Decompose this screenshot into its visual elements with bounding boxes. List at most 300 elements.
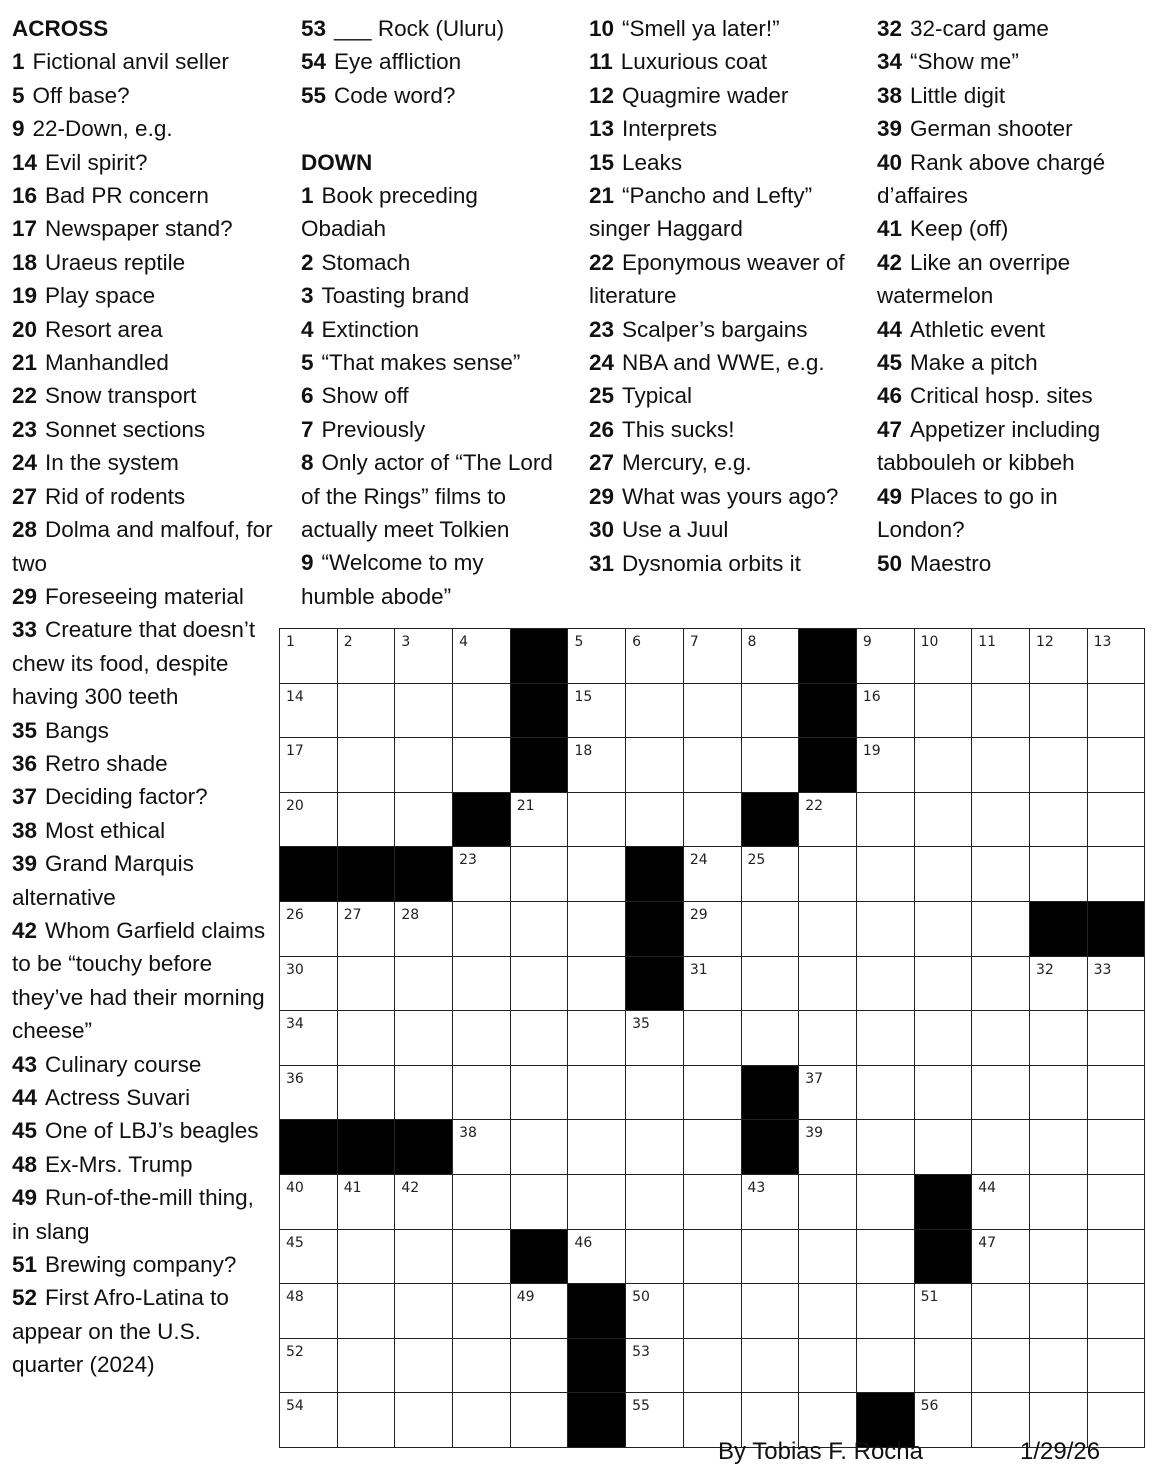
clue-number: 5: [12, 82, 25, 108]
grid-cell[interactable]: [683, 1284, 741, 1339]
clue-number: 54: [301, 49, 327, 75]
grid-cell[interactable]: [856, 1065, 914, 1120]
grid-cell[interactable]: [510, 1065, 568, 1120]
grid-cell[interactable]: [453, 1011, 511, 1066]
grid-cell[interactable]: [337, 683, 395, 738]
cell-number: 39: [805, 1125, 824, 1142]
grid-cell[interactable]: [914, 847, 972, 902]
grid-cell[interactable]: [280, 1065, 338, 1120]
grid-cell[interactable]: [914, 1338, 972, 1393]
clue-across-28[interactable]: [12, 513, 274, 580]
grid-cell[interactable]: [626, 1229, 684, 1284]
clue-across-48[interactable]: [12, 1148, 274, 1181]
grid-cell[interactable]: [1029, 956, 1087, 1011]
grid-cell[interactable]: [1087, 1065, 1145, 1120]
clue-across-43[interactable]: [12, 1048, 274, 1081]
grid-cell[interactable]: [1087, 847, 1145, 902]
clue-down-22[interactable]: [589, 246, 851, 313]
grid-cell[interactable]: [395, 1229, 453, 1284]
clue-down-15[interactable]: [589, 146, 851, 179]
grid-cell[interactable]: [395, 901, 453, 956]
grid-cell[interactable]: [453, 629, 511, 684]
grid-cell[interactable]: [1087, 1120, 1145, 1175]
grid-cell[interactable]: [453, 1393, 511, 1448]
grid-cell[interactable]: [337, 792, 395, 847]
grid-cell[interactable]: [395, 956, 453, 1011]
grid-cell[interactable]: [626, 1120, 684, 1175]
grid-cell[interactable]: [741, 1338, 799, 1393]
grid-cell[interactable]: [741, 629, 799, 684]
black-square: [568, 1393, 626, 1448]
grid-cell[interactable]: [280, 792, 338, 847]
clue-across-52[interactable]: [12, 1281, 274, 1381]
grid-cell[interactable]: [280, 629, 338, 684]
clue-number: 11: [589, 49, 613, 75]
grid-cell[interactable]: [626, 629, 684, 684]
grid-cell[interactable]: [741, 1229, 799, 1284]
grid-cell[interactable]: [510, 1338, 568, 1393]
grid-cell[interactable]: [395, 1284, 453, 1339]
grid-cell[interactable]: [568, 738, 626, 793]
grid-cell[interactable]: [1029, 683, 1087, 738]
grid-cell[interactable]: [1087, 738, 1145, 793]
grid-cell[interactable]: [510, 1284, 568, 1339]
grid-cell[interactable]: [741, 683, 799, 738]
grid-cell[interactable]: [626, 683, 684, 738]
clue-across-37[interactable]: [12, 780, 274, 813]
clue-down-25[interactable]: [589, 379, 851, 412]
grid-cell[interactable]: [1029, 792, 1087, 847]
grid-cell[interactable]: [280, 1011, 338, 1066]
grid-cell[interactable]: [972, 1120, 1030, 1175]
black-square: [626, 847, 684, 902]
grid-cell[interactable]: [683, 629, 741, 684]
grid-cell[interactable]: [683, 847, 741, 902]
grid-cell[interactable]: [510, 956, 568, 1011]
grid-cell[interactable]: [741, 1011, 799, 1066]
clue-number: 39: [877, 116, 903, 142]
grid-cell[interactable]: [337, 629, 395, 684]
clue-down-30[interactable]: [589, 513, 851, 546]
grid-cell[interactable]: [799, 1120, 857, 1175]
grid-cell[interactable]: [337, 1174, 395, 1229]
grid-cell[interactable]: [683, 1174, 741, 1229]
clue-down-27[interactable]: [589, 446, 851, 479]
grid-cell[interactable]: [683, 1229, 741, 1284]
clue-text: Code word?: [334, 82, 456, 108]
grid-cell[interactable]: [280, 1284, 338, 1339]
grid-cell[interactable]: [799, 1174, 857, 1229]
grid-cell[interactable]: [280, 738, 338, 793]
clue-down-47[interactable]: [877, 413, 1142, 480]
grid-cell[interactable]: [972, 1011, 1030, 1066]
grid-cell[interactable]: [280, 1229, 338, 1284]
cell-number: 51: [920, 1289, 939, 1306]
grid-cell[interactable]: [972, 683, 1030, 738]
clue-down-10[interactable]: [589, 12, 851, 45]
grid-cell[interactable]: [453, 738, 511, 793]
grid-cell[interactable]: [395, 1338, 453, 1393]
grid-cell[interactable]: [337, 1393, 395, 1448]
grid-cell[interactable]: [856, 956, 914, 1011]
grid-cell[interactable]: [1087, 683, 1145, 738]
grid-cell[interactable]: [453, 1174, 511, 1229]
clue-across-29[interactable]: [12, 580, 274, 613]
grid-cell[interactable]: [453, 1065, 511, 1120]
clue-across-21[interactable]: [12, 346, 274, 379]
grid-cell[interactable]: [972, 1284, 1030, 1339]
grid-cell[interactable]: [683, 1338, 741, 1393]
cell-number: 43: [747, 1179, 766, 1196]
clue-across-55[interactable]: [301, 79, 563, 112]
grid-cell[interactable]: [1029, 1229, 1087, 1284]
grid-cell[interactable]: [914, 901, 972, 956]
grid-cell[interactable]: [799, 1011, 857, 1066]
clue-across-36[interactable]: [12, 747, 274, 780]
grid-cell[interactable]: [280, 683, 338, 738]
grid-cell[interactable]: [972, 1338, 1030, 1393]
grid-cell[interactable]: [914, 1120, 972, 1175]
grid-cell[interactable]: [337, 1338, 395, 1393]
grid-cell[interactable]: [626, 792, 684, 847]
grid-cell[interactable]: [856, 847, 914, 902]
clue-across-1[interactable]: [12, 45, 274, 78]
grid-cell[interactable]: [799, 1338, 857, 1393]
grid-cell[interactable]: [799, 901, 857, 956]
grid-cell[interactable]: [799, 847, 857, 902]
clue-across-53[interactable]: [301, 12, 563, 45]
grid-cell[interactable]: [856, 1120, 914, 1175]
grid-cell[interactable]: [626, 1393, 684, 1448]
grid-cell[interactable]: [856, 1011, 914, 1066]
cell-number: 26: [286, 906, 304, 923]
grid-cell[interactable]: [395, 1174, 453, 1229]
grid-cell[interactable]: [280, 1393, 338, 1448]
grid-cell[interactable]: [741, 1284, 799, 1339]
clue-down-41[interactable]: [877, 212, 1142, 245]
grid-cell[interactable]: [568, 956, 626, 1011]
clue-down-13[interactable]: [589, 112, 851, 145]
grid-cell[interactable]: [453, 683, 511, 738]
cell-number: 25: [747, 852, 766, 869]
grid-cell[interactable]: [972, 629, 1030, 684]
grid-cell[interactable]: [1029, 629, 1087, 684]
grid-cell[interactable]: [1087, 1011, 1145, 1066]
grid-cell[interactable]: [1029, 1284, 1087, 1339]
grid-cell[interactable]: [1029, 1338, 1087, 1393]
grid-cell[interactable]: [683, 901, 741, 956]
grid-cell[interactable]: [626, 1338, 684, 1393]
clue-number: 27: [589, 450, 615, 476]
clue-down-40[interactable]: [877, 146, 1142, 213]
clue-number: 9: [301, 550, 314, 576]
clue-down-29[interactable]: [589, 480, 851, 513]
clue-down-32[interactable]: [877, 12, 1142, 45]
grid-cell[interactable]: [395, 1011, 453, 1066]
cell-number: 13: [1093, 634, 1112, 650]
grid-cell[interactable]: [1087, 1338, 1145, 1393]
clue-down-24[interactable]: [589, 346, 851, 379]
clue-text: Show off: [321, 383, 409, 409]
grid-cell[interactable]: [510, 792, 568, 847]
clue-down-1[interactable]: [301, 179, 563, 246]
grid-cell[interactable]: [626, 1065, 684, 1120]
grid-cell[interactable]: [568, 1120, 626, 1175]
grid-cell[interactable]: [683, 1011, 741, 1066]
grid-cell[interactable]: [683, 738, 741, 793]
grid-cell[interactable]: [510, 1393, 568, 1448]
clue-text: Newspaper stand?: [45, 216, 233, 242]
grid-cell[interactable]: [914, 792, 972, 847]
cell-number: 29: [689, 906, 708, 923]
grid-cell[interactable]: [453, 956, 511, 1011]
grid-cell[interactable]: [799, 1065, 857, 1120]
grid-cell[interactable]: [683, 683, 741, 738]
black-square: [741, 1120, 799, 1175]
clue-down-42[interactable]: [877, 246, 1142, 313]
clue-text: Brewing company?: [45, 1252, 237, 1278]
clue-text: Dysnomia orbits it: [622, 550, 801, 576]
grid-cell[interactable]: [914, 738, 972, 793]
clue-across-5[interactable]: [12, 79, 274, 112]
grid-cell[interactable]: [1029, 1065, 1087, 1120]
grid-cell[interactable]: [914, 683, 972, 738]
grid-cell[interactable]: [337, 901, 395, 956]
grid-cell[interactable]: [1029, 847, 1087, 902]
grid-cell[interactable]: [395, 738, 453, 793]
grid-cell[interactable]: [1029, 1174, 1087, 1229]
clue-down-49[interactable]: [877, 480, 1142, 547]
grid-cell[interactable]: [1029, 738, 1087, 793]
grid-cell[interactable]: [280, 1338, 338, 1393]
clue-text: Scalper’s bargains: [622, 316, 808, 342]
clue-down-50[interactable]: [877, 547, 1142, 580]
clue-across-49[interactable]: [12, 1181, 274, 1248]
grid-cell[interactable]: [568, 901, 626, 956]
cell-number: 30: [286, 961, 304, 978]
clue-across-23[interactable]: [12, 413, 274, 446]
grid-cell[interactable]: [914, 1065, 972, 1120]
grid-cell[interactable]: [568, 847, 626, 902]
clue-down-23[interactable]: [589, 313, 851, 346]
clue-across-35[interactable]: [12, 714, 274, 747]
black-square: [510, 738, 568, 793]
clue-down-46[interactable]: [877, 379, 1142, 412]
grid-cell[interactable]: [914, 629, 972, 684]
clue-across-54[interactable]: [301, 45, 563, 78]
grid-cell[interactable]: [568, 1065, 626, 1120]
clue-down-5[interactable]: [301, 346, 563, 379]
clue-down-4[interactable]: [301, 313, 563, 346]
grid-cell[interactable]: [1087, 1229, 1145, 1284]
grid-cell[interactable]: [1087, 792, 1145, 847]
grid-cell[interactable]: [626, 1174, 684, 1229]
clue-across-17[interactable]: [12, 212, 274, 245]
clue-across-44[interactable]: [12, 1081, 274, 1114]
grid-cell[interactable]: [741, 901, 799, 956]
clue-across-22[interactable]: [12, 379, 274, 412]
grid-cell[interactable]: [280, 901, 338, 956]
clue-across-33[interactable]: [12, 613, 274, 713]
clue-down-9[interactable]: [301, 546, 563, 613]
grid-cell[interactable]: [914, 1011, 972, 1066]
grid-cell[interactable]: [741, 847, 799, 902]
grid-cell[interactable]: [972, 1229, 1030, 1284]
grid-cell[interactable]: [741, 1174, 799, 1229]
grid-cell[interactable]: [741, 956, 799, 1011]
grid-cell[interactable]: [337, 1284, 395, 1339]
grid-cell[interactable]: [856, 1174, 914, 1229]
down-heading: DOWN: [301, 149, 373, 175]
grid-cell[interactable]: [683, 1065, 741, 1120]
grid-cell[interactable]: [972, 956, 1030, 1011]
clue-down-7[interactable]: [301, 413, 563, 446]
clue-down-11[interactable]: [589, 45, 851, 78]
grid-cell[interactable]: [395, 629, 453, 684]
grid-cell[interactable]: [856, 1338, 914, 1393]
grid-cell[interactable]: [741, 738, 799, 793]
clue-down-3[interactable]: [301, 279, 563, 312]
grid-cell[interactable]: [337, 1065, 395, 1120]
grid-cell[interactable]: [568, 1229, 626, 1284]
clue-across-45[interactable]: [12, 1114, 274, 1147]
clue-across-42[interactable]: [12, 914, 274, 1048]
grid-cell[interactable]: [856, 629, 914, 684]
grid-cell[interactable]: [856, 1284, 914, 1339]
grid-cell[interactable]: [510, 1120, 568, 1175]
clue-text: Whom Garfield claims to be “touchy before they’ve had their morning cheese”: [12, 917, 266, 1044]
clue-text: Snow transport: [45, 383, 197, 409]
grid-cell[interactable]: [856, 1229, 914, 1284]
grid-cell[interactable]: [280, 956, 338, 1011]
grid-cell[interactable]: [972, 1174, 1030, 1229]
grid-cell[interactable]: [972, 792, 1030, 847]
grid-cell[interactable]: [568, 683, 626, 738]
grid-cell[interactable]: [799, 792, 857, 847]
black-square: [395, 1120, 453, 1175]
clue-down-39[interactable]: [877, 112, 1142, 145]
grid-cell[interactable]: [453, 1284, 511, 1339]
grid-cell[interactable]: [453, 1338, 511, 1393]
grid-cell[interactable]: [395, 683, 453, 738]
grid-cell[interactable]: [626, 738, 684, 793]
clue-across-39[interactable]: [12, 847, 274, 914]
clue-number: 6: [301, 383, 314, 409]
clue-text: Bangs: [45, 717, 109, 743]
grid-cell[interactable]: [1029, 1120, 1087, 1175]
grid-cell[interactable]: [568, 1011, 626, 1066]
grid-cell[interactable]: [1029, 1011, 1087, 1066]
grid-cell[interactable]: [856, 792, 914, 847]
clue-across-9[interactable]: [12, 112, 274, 145]
cell-number: 32: [1035, 961, 1054, 978]
grid-cell[interactable]: [395, 1393, 453, 1448]
grid-cell[interactable]: [568, 1174, 626, 1229]
clue-down-45[interactable]: [877, 346, 1142, 379]
grid-cell[interactable]: [1087, 956, 1145, 1011]
grid-cell[interactable]: [337, 956, 395, 1011]
clue-across-51[interactable]: [12, 1248, 274, 1281]
grid-cell[interactable]: [1087, 1284, 1145, 1339]
clue-down-2[interactable]: [301, 246, 563, 279]
clue-text: Stomach: [321, 249, 411, 275]
grid-cell[interactable]: [972, 738, 1030, 793]
grid-cell[interactable]: [568, 792, 626, 847]
grid-cell[interactable]: [453, 1120, 511, 1175]
clue-down-38[interactable]: [877, 79, 1142, 112]
grid-cell[interactable]: [337, 738, 395, 793]
grid-cell[interactable]: [799, 956, 857, 1011]
grid-cell[interactable]: [972, 901, 1030, 956]
grid-cell[interactable]: [337, 1229, 395, 1284]
grid-cell[interactable]: [856, 738, 914, 793]
clue-across-27[interactable]: [12, 480, 274, 513]
clue-down-31[interactable]: [589, 547, 851, 580]
grid-cell[interactable]: [856, 683, 914, 738]
grid-cell[interactable]: [510, 847, 568, 902]
clue-down-21[interactable]: [589, 179, 851, 246]
grid-cell[interactable]: [799, 1229, 857, 1284]
cell-number: 33: [1093, 961, 1112, 978]
grid-cell[interactable]: [626, 1011, 684, 1066]
grid-cell[interactable]: [914, 956, 972, 1011]
clue-number: 45: [877, 350, 903, 376]
clue-text: NBA and WWE, e.g.: [622, 350, 825, 376]
clue-number: 10: [589, 16, 615, 41]
clue-text: Off base?: [32, 82, 130, 108]
clue-across-19[interactable]: [12, 279, 274, 312]
grid-cell[interactable]: [510, 1174, 568, 1229]
cell-number: 21: [516, 797, 535, 814]
clue-across-24[interactable]: [12, 446, 274, 479]
clue-down-8[interactable]: [301, 446, 563, 546]
grid-cell[interactable]: [453, 847, 511, 902]
clue-across-20[interactable]: [12, 313, 274, 346]
grid-cell[interactable]: [914, 1284, 972, 1339]
grid-cell[interactable]: [568, 629, 626, 684]
clue-down-6[interactable]: [301, 379, 563, 412]
grid-cell[interactable]: [972, 1065, 1030, 1120]
clue-text: Rid of rodents: [45, 483, 186, 509]
grid-cell[interactable]: [799, 1284, 857, 1339]
grid-cell[interactable]: [683, 956, 741, 1011]
grid-cell[interactable]: [453, 1229, 511, 1284]
clue-across-18[interactable]: [12, 246, 274, 279]
clue-across-16[interactable]: [12, 179, 274, 212]
grid-cell[interactable]: [395, 792, 453, 847]
clue-down-34[interactable]: [877, 45, 1142, 78]
clue-across-38[interactable]: [12, 814, 274, 847]
grid-cell[interactable]: [395, 1065, 453, 1120]
clue-across-14[interactable]: [12, 146, 274, 179]
grid-cell[interactable]: [280, 1174, 338, 1229]
grid-cell[interactable]: [972, 847, 1030, 902]
clue-down-44[interactable]: [877, 313, 1142, 346]
grid-cell[interactable]: [683, 792, 741, 847]
grid-cell[interactable]: [510, 1011, 568, 1066]
clue-down-12[interactable]: [589, 79, 851, 112]
grid-cell[interactable]: [510, 901, 568, 956]
grid-cell[interactable]: [1087, 1174, 1145, 1229]
grid-cell[interactable]: [856, 901, 914, 956]
grid-cell[interactable]: [337, 1011, 395, 1066]
clue-down-26[interactable]: [589, 413, 851, 446]
grid-cell[interactable]: [626, 1284, 684, 1339]
grid-cell[interactable]: [683, 1120, 741, 1175]
clue-text: Places to go in London?: [877, 483, 1058, 543]
grid-cell[interactable]: [1087, 629, 1145, 684]
grid-cell[interactable]: [453, 901, 511, 956]
